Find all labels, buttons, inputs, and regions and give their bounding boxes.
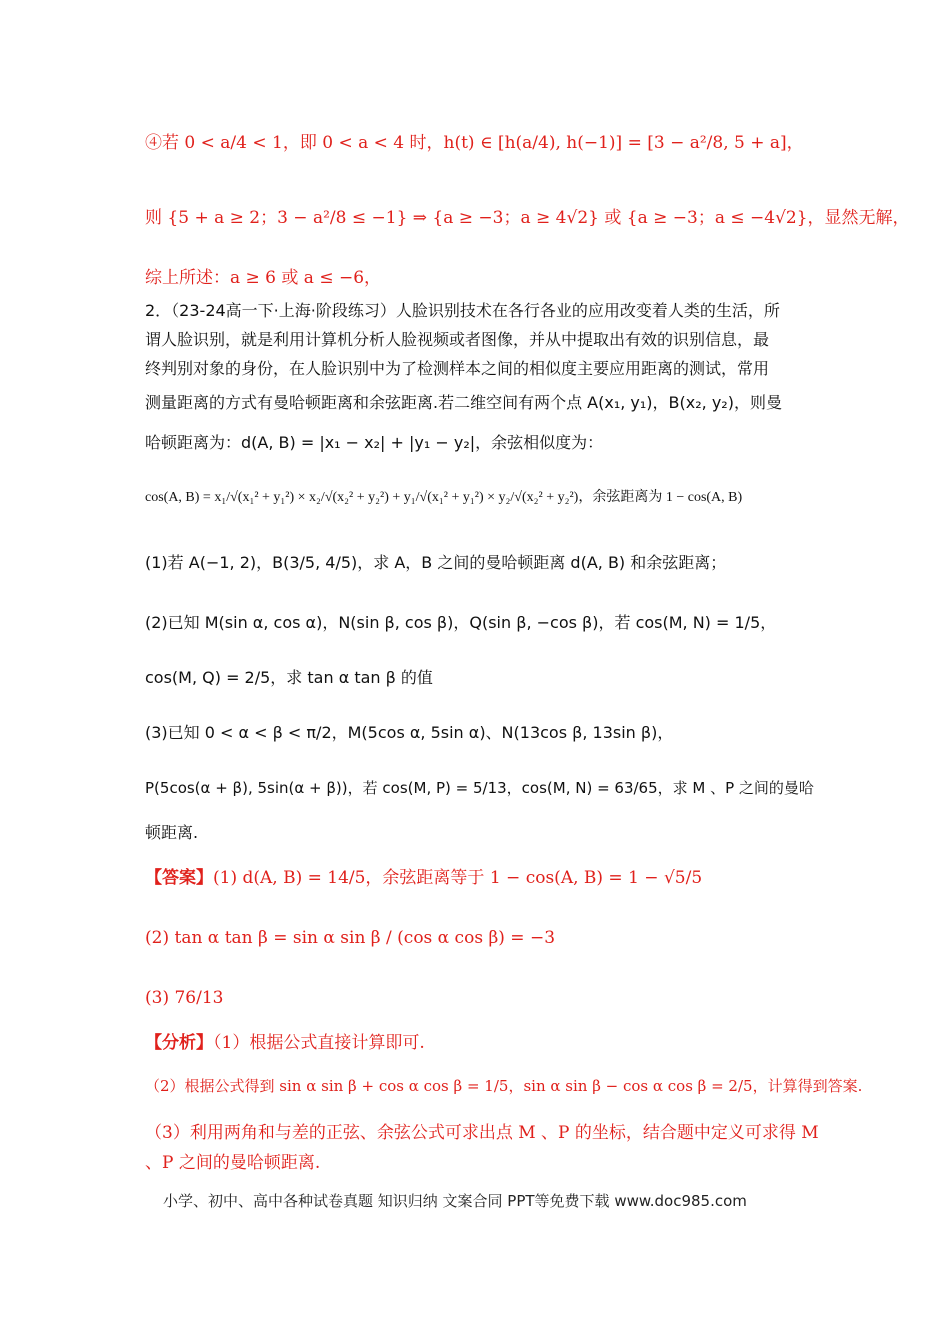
q2-stem-line-4: 测量距离的方式有曼哈顿距离和余弦距离.若二维空间有两个点 A(x₁, y₁)，B(x₂, y₂)，则曼	[145, 393, 782, 412]
q2-stem-line-2: 谓人脸识别，就是利用计算机分析人脸视频或者图像，并从中提取出有效的识别信息，最	[145, 330, 770, 349]
answer-part-2: (2) tan α tan β = sin α sin β / (cos α cos β) = −3	[145, 928, 556, 948]
page-footer: 小学、初中、高中各种试卷真题 知识归纳 文案合同 PPT等免费下载 www.doc985.com	[163, 1192, 747, 1210]
q2-part-3-line-1: (3)已知 0 < α < β < π/2，M(5cos α, 5sin α)、N(13cos β, 13sin β)，	[145, 723, 674, 742]
answer-part-1: 【答案】(1) d(A, B) = 14/5，余弦距离等于 1 − cos(A, B) = 1 − √5/5	[145, 868, 703, 888]
conclusion-line: 综上所述：a ≥ 6 或 a ≤ −6，	[145, 268, 382, 288]
case-4-system-line: 则 {5 + a ≥ 2；3 − a²/8 ≤ −1} ⇒ {a ≥ −3；a ≥ 4√2} 或 {a ≥ −3；a ≤ −4√2}，显然无解，	[145, 208, 910, 228]
q2-stem-line-3: 终判别对象的身份，在人脸识别中为了检测样本之间的相似度主要应用距离的测试，常用	[145, 359, 770, 378]
analysis-label: 【分析】	[145, 1033, 213, 1053]
analysis-line-3: （3）利用两角和与差的正弦、余弦公式可求出点 M 、P 的坐标，结合题中定义可求得 M	[145, 1123, 819, 1143]
q2-part-1: (1)若 A(−1, 2)，B(3/5, 4/5)，求 A，B 之间的曼哈顿距离 d(A, B) 和余弦距离；	[145, 553, 727, 572]
analysis-line-2: （2）根据公式得到 sin α sin β + cos α cos β = 1/5，sin α sin β − cos α cos β = 2/5，计算得到答案.	[145, 1077, 863, 1095]
q2-part-2-line-2: cos(M, Q) = 2/5，求 tan α tan β 的值	[145, 668, 433, 687]
q2-part-3-line-3: 顿距离.	[145, 823, 199, 842]
case-4-line: ④若 0 < a/4 < 1，即 0 < a < 4 时，h(t) ∈ [h(a/4), h(−1)] = [3 − a²/8, 5 + a]，	[145, 133, 804, 153]
answer-part-3: (3) 76/13	[145, 988, 224, 1008]
analysis-line-1: 【分析】（1）根据公式直接计算即可.	[145, 1033, 425, 1053]
q2-part-3-line-2: P(5cos(α + β), 5sin(α + β))，若 cos(M, P) = 5/13，cos(M, N) = 63/65，求 M 、P 之间的曼哈	[145, 779, 814, 797]
answer-label: 【答案】	[145, 868, 213, 888]
cosine-similarity-formula: cos(A, B) = x₁/√(x₁² + y₁²) × x₂/√(x₂² + y₂²) + y₁/√(x₁² + y₁²) × y₂/√(x₂² + y₂²)，余弦距离为 1 − cos(A, B)	[145, 490, 743, 505]
q2-part-2-line-1: (2)已知 M(sin α, cos α)，N(sin β, cos β)，Q(sin β, −cos β)，若 cos(M, N) = 1/5，	[145, 613, 777, 632]
manhattan-distance-def: 哈顿距离为：d(A, B) = |x₁ − x₂| + |y₁ − y₂|，余弦相似度为：	[145, 433, 604, 452]
q2-stem-line-1: 2．（23-24高一下·上海·阶段练习）人脸识别技术在各行各业的应用改变着人类的生活，所	[145, 301, 780, 320]
analysis-line-4: 、P 之间的曼哈顿距离.	[145, 1153, 321, 1173]
